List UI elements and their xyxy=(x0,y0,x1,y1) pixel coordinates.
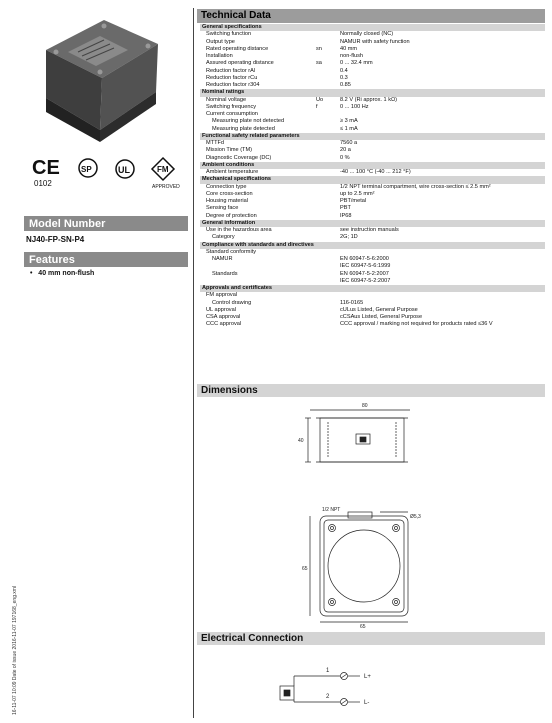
spec-label: Assured operating distance xyxy=(206,60,274,67)
dim-hole: Ø5,3 xyxy=(410,514,421,520)
front-view xyxy=(310,512,408,622)
spec-label: Sensing face xyxy=(206,205,239,212)
spec-section-header xyxy=(200,242,545,249)
spec-value: NAMUR with safety function xyxy=(340,38,410,45)
dim-top-width: 80 xyxy=(362,403,368,409)
spec-label: Standard conformity xyxy=(206,248,257,255)
spec-label: Connection type xyxy=(206,183,247,190)
spec-section-header xyxy=(200,24,545,31)
ul-mark-icon xyxy=(116,160,134,178)
spec-value: cCSAus Listed, General Purpose xyxy=(340,314,423,320)
spec-value: see instruction manuals xyxy=(340,227,399,233)
spec-label: Current consumption xyxy=(206,111,258,117)
spec-label: Mission Time (TM) xyxy=(206,147,252,154)
spec-row xyxy=(200,278,545,285)
spec-value: PBT/metal xyxy=(340,198,367,204)
svg-text:CE: CE xyxy=(32,157,60,179)
spec-row xyxy=(200,39,545,46)
spec-row xyxy=(200,68,545,75)
spec-section-header xyxy=(200,220,545,227)
spec-label: CSA approval xyxy=(206,314,241,320)
certification-marks xyxy=(30,152,190,192)
dim-front-side: 65 xyxy=(302,566,308,572)
spec-row xyxy=(200,198,545,205)
feature-item: • 40 mm non-flush xyxy=(30,270,95,277)
spec-label: Nominal voltage xyxy=(206,96,247,103)
spec-value: 0 ... 100 Hz xyxy=(340,103,369,110)
spec-value: 0.3 xyxy=(340,74,348,81)
spec-label: Switching frequency xyxy=(206,103,257,110)
spec-section-header xyxy=(200,162,545,169)
spec-row xyxy=(200,31,545,38)
spec-label: Reduction factor rAl xyxy=(206,67,256,74)
spec-value: PBT xyxy=(340,205,351,212)
spec-row xyxy=(200,191,545,198)
spec-value: 0 ... 32.4 mm xyxy=(340,60,373,67)
dim-bottom: 65 xyxy=(360,624,366,628)
spec-value: cULus Listed, General Purpose xyxy=(340,306,418,313)
wiring-diagram xyxy=(270,656,410,712)
issue-date-text: 16-11-07 10:09 Date of issue 2016-11-07 197168_eng.xml xyxy=(12,585,18,715)
spec-value: EN 60947-5-6:2000 xyxy=(340,256,389,262)
dim-npt: 1/2 NPT xyxy=(322,507,341,513)
pin-2: 2 xyxy=(326,694,330,700)
ce-number: 0102 xyxy=(34,179,52,188)
spec-row xyxy=(200,300,545,307)
spec-row xyxy=(200,46,545,53)
spec-row xyxy=(200,147,545,154)
terminal-l-plus: L+ xyxy=(364,674,371,680)
spec-label: Category xyxy=(212,234,235,241)
spec-label: Reduction factor r304 xyxy=(206,82,260,88)
spec-row xyxy=(200,118,545,125)
ce-mark-icon xyxy=(32,157,60,179)
spec-row xyxy=(200,249,545,256)
spec-value: IEC 60947-5-6:1999 xyxy=(340,263,391,270)
spec-label: Use in the hazardous area xyxy=(206,227,272,233)
dimensions-drawing xyxy=(280,400,440,628)
spec-row xyxy=(200,307,545,314)
model-number-value: NJ40-FP-SN-P4 xyxy=(26,235,85,244)
spec-section-header xyxy=(200,133,545,140)
technical-data-table xyxy=(200,24,545,329)
spec-row xyxy=(200,292,545,299)
spec-symbol: Uo xyxy=(316,96,324,103)
spec-row xyxy=(200,263,545,270)
spec-label: Housing material xyxy=(206,198,248,204)
svg-text:UL: UL xyxy=(118,165,130,175)
spec-value: up to 2.5 mm² xyxy=(340,190,375,197)
spec-value: 1/2 NPT terminal compartment, wire cross-section ≤ 2.5 mm² xyxy=(340,183,491,190)
terminal-l-minus: L- xyxy=(364,700,370,706)
spec-value: 8.2 V (Ri approx. 1 kΩ) xyxy=(340,96,398,103)
spec-label: Switching function xyxy=(206,31,252,38)
spec-label: General specifications xyxy=(202,24,262,30)
spec-value: 2G; 1D xyxy=(340,234,358,241)
product-image xyxy=(38,12,164,144)
spec-label: Diagnostic Coverage (DC) xyxy=(206,154,272,161)
spec-section-header xyxy=(200,176,545,183)
spec-label: General information xyxy=(202,219,256,226)
spec-value: 20 a xyxy=(340,147,351,154)
spec-label: Core cross-section xyxy=(206,190,253,197)
spec-value: 0.4 xyxy=(340,67,348,74)
spec-row xyxy=(200,184,545,191)
spec-value: 0.85 xyxy=(340,82,351,88)
column-divider xyxy=(193,8,194,718)
spec-label: Reduction factor rCu xyxy=(206,74,258,81)
spec-value: non-flush xyxy=(340,53,364,59)
spec-label: Ambient conditions xyxy=(202,161,255,168)
spec-row xyxy=(200,60,545,67)
spec-row xyxy=(200,75,545,82)
pin-1: 1 xyxy=(326,668,330,674)
side-view xyxy=(305,410,410,462)
spec-label: Measuring plate detected xyxy=(212,125,275,132)
spec-label: Measuring plate not detected xyxy=(212,118,285,125)
spec-label: UL approval xyxy=(206,306,236,313)
spec-row xyxy=(200,104,545,111)
spec-label: NAMUR xyxy=(212,256,233,262)
dim-height: 40 xyxy=(298,438,304,444)
spec-label: Standards xyxy=(212,270,238,277)
spec-symbol: sn xyxy=(316,45,322,52)
model-number-heading: Model Number xyxy=(24,216,188,231)
spec-symbol: sa xyxy=(316,60,322,67)
spec-label: Degree of protection xyxy=(206,212,257,219)
spec-label: MTTFd xyxy=(206,140,225,146)
spec-row xyxy=(200,227,545,234)
spec-value: IEC 60947-5-2:2007 xyxy=(340,277,391,284)
features-heading: Features xyxy=(24,252,188,267)
spec-label: Output type xyxy=(206,38,235,45)
spec-value: ≥ 3 mA xyxy=(340,118,358,125)
spec-label: CCC approval xyxy=(206,321,242,328)
spec-row xyxy=(200,53,545,60)
spec-label: Ambient temperature xyxy=(206,169,259,175)
electrical-connection-heading: Electrical Connection xyxy=(197,632,545,645)
spec-label: Compliance with standards and directives xyxy=(202,241,314,248)
spec-section-header xyxy=(200,285,545,292)
spec-row xyxy=(200,234,545,241)
spec-symbol: f xyxy=(316,103,318,110)
spec-value: CCC approval / marking not required for products rated ≤36 V xyxy=(340,321,493,328)
spec-label: Control drawing xyxy=(212,299,252,306)
spec-value: 116-0165 xyxy=(340,299,364,306)
spec-row xyxy=(200,140,545,147)
svg-text:FM: FM xyxy=(157,165,169,174)
spec-value: Normally closed (NC) xyxy=(340,31,394,38)
spec-row xyxy=(200,82,545,89)
spec-label: Nominal ratings xyxy=(202,89,245,96)
spec-label: Installation xyxy=(206,53,233,59)
svg-text:SP: SP xyxy=(81,165,92,174)
spec-row xyxy=(200,111,545,118)
spec-section-header xyxy=(200,89,545,96)
spec-row xyxy=(200,213,545,220)
spec-value: EN 60947-5-2:2007 xyxy=(340,270,389,277)
spec-value: 0 % xyxy=(340,154,350,161)
spec-label: Rated operating distance xyxy=(206,45,269,52)
spec-row xyxy=(200,205,545,212)
spec-value: -40 ... 100 °C (-40 ... 212 °F) xyxy=(340,169,411,175)
spec-label: Approvals and certificates xyxy=(202,285,272,291)
spec-value: ≤ 1 mA xyxy=(340,125,358,132)
csa-mark-icon xyxy=(79,159,97,177)
fm-approved-icon xyxy=(152,158,180,190)
spec-row xyxy=(200,321,545,328)
technical-data-heading: Technical Data xyxy=(197,9,545,23)
spec-label: Mechanical specifications xyxy=(202,176,272,183)
spec-row xyxy=(200,97,545,104)
spec-label: FM approval xyxy=(206,292,238,299)
spec-row xyxy=(200,314,545,321)
spec-row xyxy=(200,271,545,278)
spec-row xyxy=(200,256,545,263)
dimensions-heading: Dimensions xyxy=(197,384,545,397)
issue-date-sidebar xyxy=(8,560,22,715)
feature-text: 40 mm non-flush xyxy=(38,270,95,277)
spec-value: 7560 a xyxy=(340,140,358,146)
spec-label: Functional safety related parameters xyxy=(202,132,300,139)
spec-row xyxy=(200,126,545,133)
spec-value: IP68 xyxy=(340,212,352,219)
fm-approved-label: APPROVED xyxy=(152,184,180,190)
spec-row xyxy=(200,155,545,162)
spec-value: 40 mm xyxy=(340,45,358,52)
spec-row xyxy=(200,169,545,176)
